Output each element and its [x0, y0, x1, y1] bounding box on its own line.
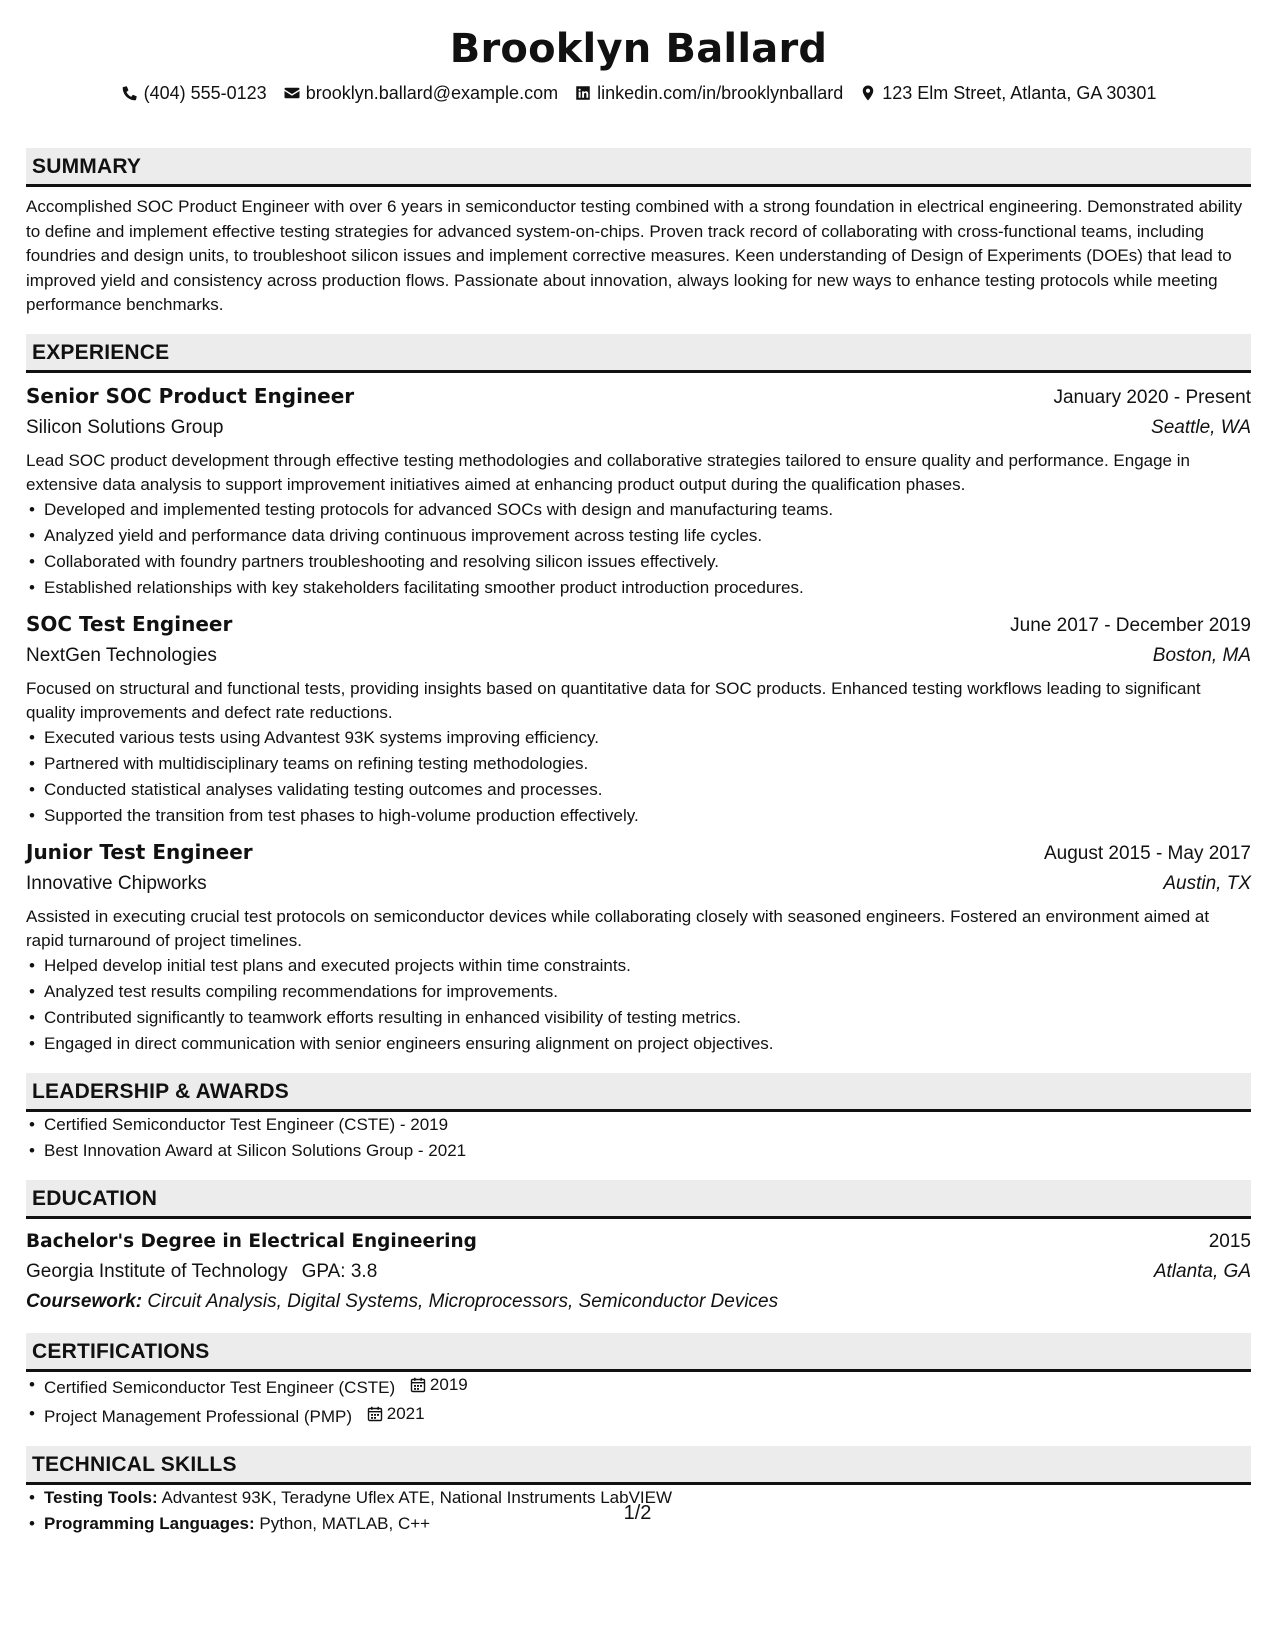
- list-item: • Analyzed yield and performance data driving continuous improvement across testing life cycles.: [26, 523, 1251, 549]
- job-company: Silicon Solutions Group: [26, 416, 224, 438]
- envelope-icon: [283, 84, 301, 102]
- linkedin-text: linkedin.com/in/brooklynballard: [597, 83, 844, 103]
- coursework: [26, 1287, 1251, 1317]
- job-dates: January 2020 - Present: [1053, 386, 1251, 408]
- list-item: • Engaged in direct communication with senior engineers ensuring alignment on project objectives.: [26, 1031, 1251, 1057]
- job-title: Junior Test Engineer: [26, 839, 253, 864]
- job-location: Boston, MA: [1152, 644, 1251, 666]
- cert-year: 2019: [429, 1374, 468, 1394]
- skill-value: Python, MATLAB, C++: [259, 1513, 431, 1533]
- calendar-icon: [367, 1406, 383, 1422]
- cert-name: Project Management Professional (PMP): [44, 1406, 353, 1426]
- phone-icon: [121, 84, 139, 102]
- leadership-heading: LEADERSHIP & AWARDS: [26, 1073, 1251, 1112]
- list-item: • Analyzed test results compiling recommendations for improvements.: [26, 979, 1251, 1005]
- job-dates: August 2015 - May 2017: [1043, 842, 1251, 864]
- address-text: 123 Elm Street, Atlanta, GA 30301: [882, 83, 1157, 103]
- list-item: • Helped develop initial test plans and executed projects within time constraints.: [26, 953, 1251, 979]
- phone-text: (404) 555-0123: [143, 83, 267, 103]
- certifications-heading: CERTIFICATIONS: [26, 1333, 1251, 1372]
- linkedin-icon: [574, 84, 592, 102]
- skill-label: Testing Tools:: [44, 1487, 158, 1507]
- email-text: brooklyn.ballard@example.com: [305, 83, 559, 103]
- list-item: • Contributed significantly to teamwork efforts resulting in enhanced visibility of testing metrics.: [26, 1005, 1251, 1031]
- list-item: • Executed various tests using Advantest 93K systems improving efficiency.: [26, 725, 1251, 751]
- list-item: • Established relationships with key stakeholders facilitating smoother product introduction procedures.: [26, 575, 1251, 601]
- list-item: [26, 1401, 1251, 1430]
- degree: Bachelor's Degree in Electrical Engineering: [26, 1230, 477, 1252]
- graduation-year: 2015: [1208, 1230, 1251, 1252]
- certifications-list: [26, 1372, 1251, 1430]
- job-company: NextGen Technologies: [26, 644, 217, 666]
- job-description: Focused on structural and functional tests, providing insights based on quantitative data for SOC products. Enhanced testing workflows leading to significant quality improvements and defect rate reductions.: [26, 678, 1201, 722]
- list-item: • Collaborated with foundry partners troubleshooting and resolving silicon issues effectively.: [26, 549, 1251, 575]
- list-item: • Conducted statistical analyses validating testing outcomes and processes.: [26, 777, 1251, 803]
- page-number: 1/2: [623, 1502, 652, 1524]
- job-entry: [26, 837, 1251, 1057]
- resume-page: [26, 0, 1251, 1537]
- job-title: Senior SOC Product Engineer: [26, 383, 355, 408]
- summary-heading: SUMMARY: [26, 148, 1251, 187]
- leadership-list: [26, 1112, 1251, 1164]
- job-entry: [26, 609, 1251, 829]
- experience-heading: EXPERIENCE: [26, 334, 1251, 373]
- summary-text: Accomplished SOC Product Engineer with over 6 years in semiconductor testing combined with a strong foundation in electrical engineering. Demonstrated ability to define and implement effective testing strategies for advanced system-on-chips. Proven track record of collaborating with cross-functional teams, including foundries and design units, to troubleshoot silicon issues and implement corrective measures. Keen understanding of Design of Experiments (DOEs) that lead to improved yield and consistency across production flows. Passionate about innovation, always looking for new ways to enhance testing protocols while meeting performance benchmarks.: [26, 197, 1243, 314]
- skill-label: Programming Languages:: [44, 1513, 255, 1533]
- list-item: [26, 1372, 1251, 1401]
- school-location: Atlanta, GA: [1153, 1260, 1251, 1282]
- contact-address: [859, 80, 1156, 106]
- skill-value: Advantest 93K, Teradyne Uflex ATE, National Instruments LabVIEW: [161, 1487, 673, 1507]
- skills-heading: TECHNICAL SKILLS: [26, 1446, 1251, 1485]
- cert-year: 2021: [386, 1403, 425, 1423]
- coursework-list: Circuit Analysis, Digital Systems, Microprocessors, Semiconductor Devices: [147, 1290, 779, 1312]
- contact-email[interactable]: [283, 80, 558, 106]
- job-dates: June 2017 - December 2019: [1010, 614, 1251, 636]
- school: [26, 1257, 377, 1287]
- gpa: GPA: 3.8: [301, 1260, 378, 1282]
- job-location: Seattle, WA: [1151, 416, 1251, 438]
- coursework-label: Coursework:: [26, 1290, 143, 1312]
- list-item: • Best Innovation Award at Silicon Solutions Group - 2021: [26, 1138, 1251, 1164]
- job-bullets: [26, 725, 1251, 829]
- job-description: Assisted in executing crucial test protocols on semiconductor devices while collaborating closely with seasoned engineers. Fostered an environment aimed at rapid turnaround of project timelines.: [26, 906, 1210, 950]
- candidate-name: Brooklyn Ballard: [449, 26, 828, 72]
- job-description: Lead SOC product development through effective testing methodologies and collaborative strategies tailored to ensure quality and performance. Engage in extensive data analysis to support improvement initiatives aimed at enhancing product output during the qualification phases.: [26, 450, 1190, 494]
- job-bullets: [26, 497, 1251, 601]
- job-location: Austin, TX: [1163, 872, 1251, 894]
- contact-linkedin[interactable]: [574, 80, 843, 106]
- contact-phone[interactable]: [121, 80, 267, 106]
- list-item: • Developed and implemented testing protocols for advanced SOCs with design and manufacturing teams.: [26, 497, 1251, 523]
- job-bullets: [26, 953, 1251, 1057]
- education-heading: EDUCATION: [26, 1180, 1251, 1219]
- calendar-icon: [410, 1377, 426, 1393]
- job-entry: [26, 381, 1251, 601]
- list-item: • Certified Semiconductor Test Engineer (CSTE) - 2019: [26, 1112, 1251, 1138]
- list-item: • Partnered with multidisciplinary teams on refining testing methodologies.: [26, 751, 1251, 777]
- cert-name: Certified Semiconductor Test Engineer (CSTE): [44, 1377, 396, 1397]
- education-entry: [26, 1227, 1251, 1317]
- contact-bar: [26, 80, 1251, 106]
- job-title: SOC Test Engineer: [26, 611, 233, 636]
- job-company: Innovative Chipworks: [26, 872, 207, 894]
- school-name: Georgia Institute of Technology: [26, 1260, 288, 1282]
- map-pin-icon: [859, 84, 877, 102]
- list-item: • Supported the transition from test phases to high-volume production effectively.: [26, 803, 1251, 829]
